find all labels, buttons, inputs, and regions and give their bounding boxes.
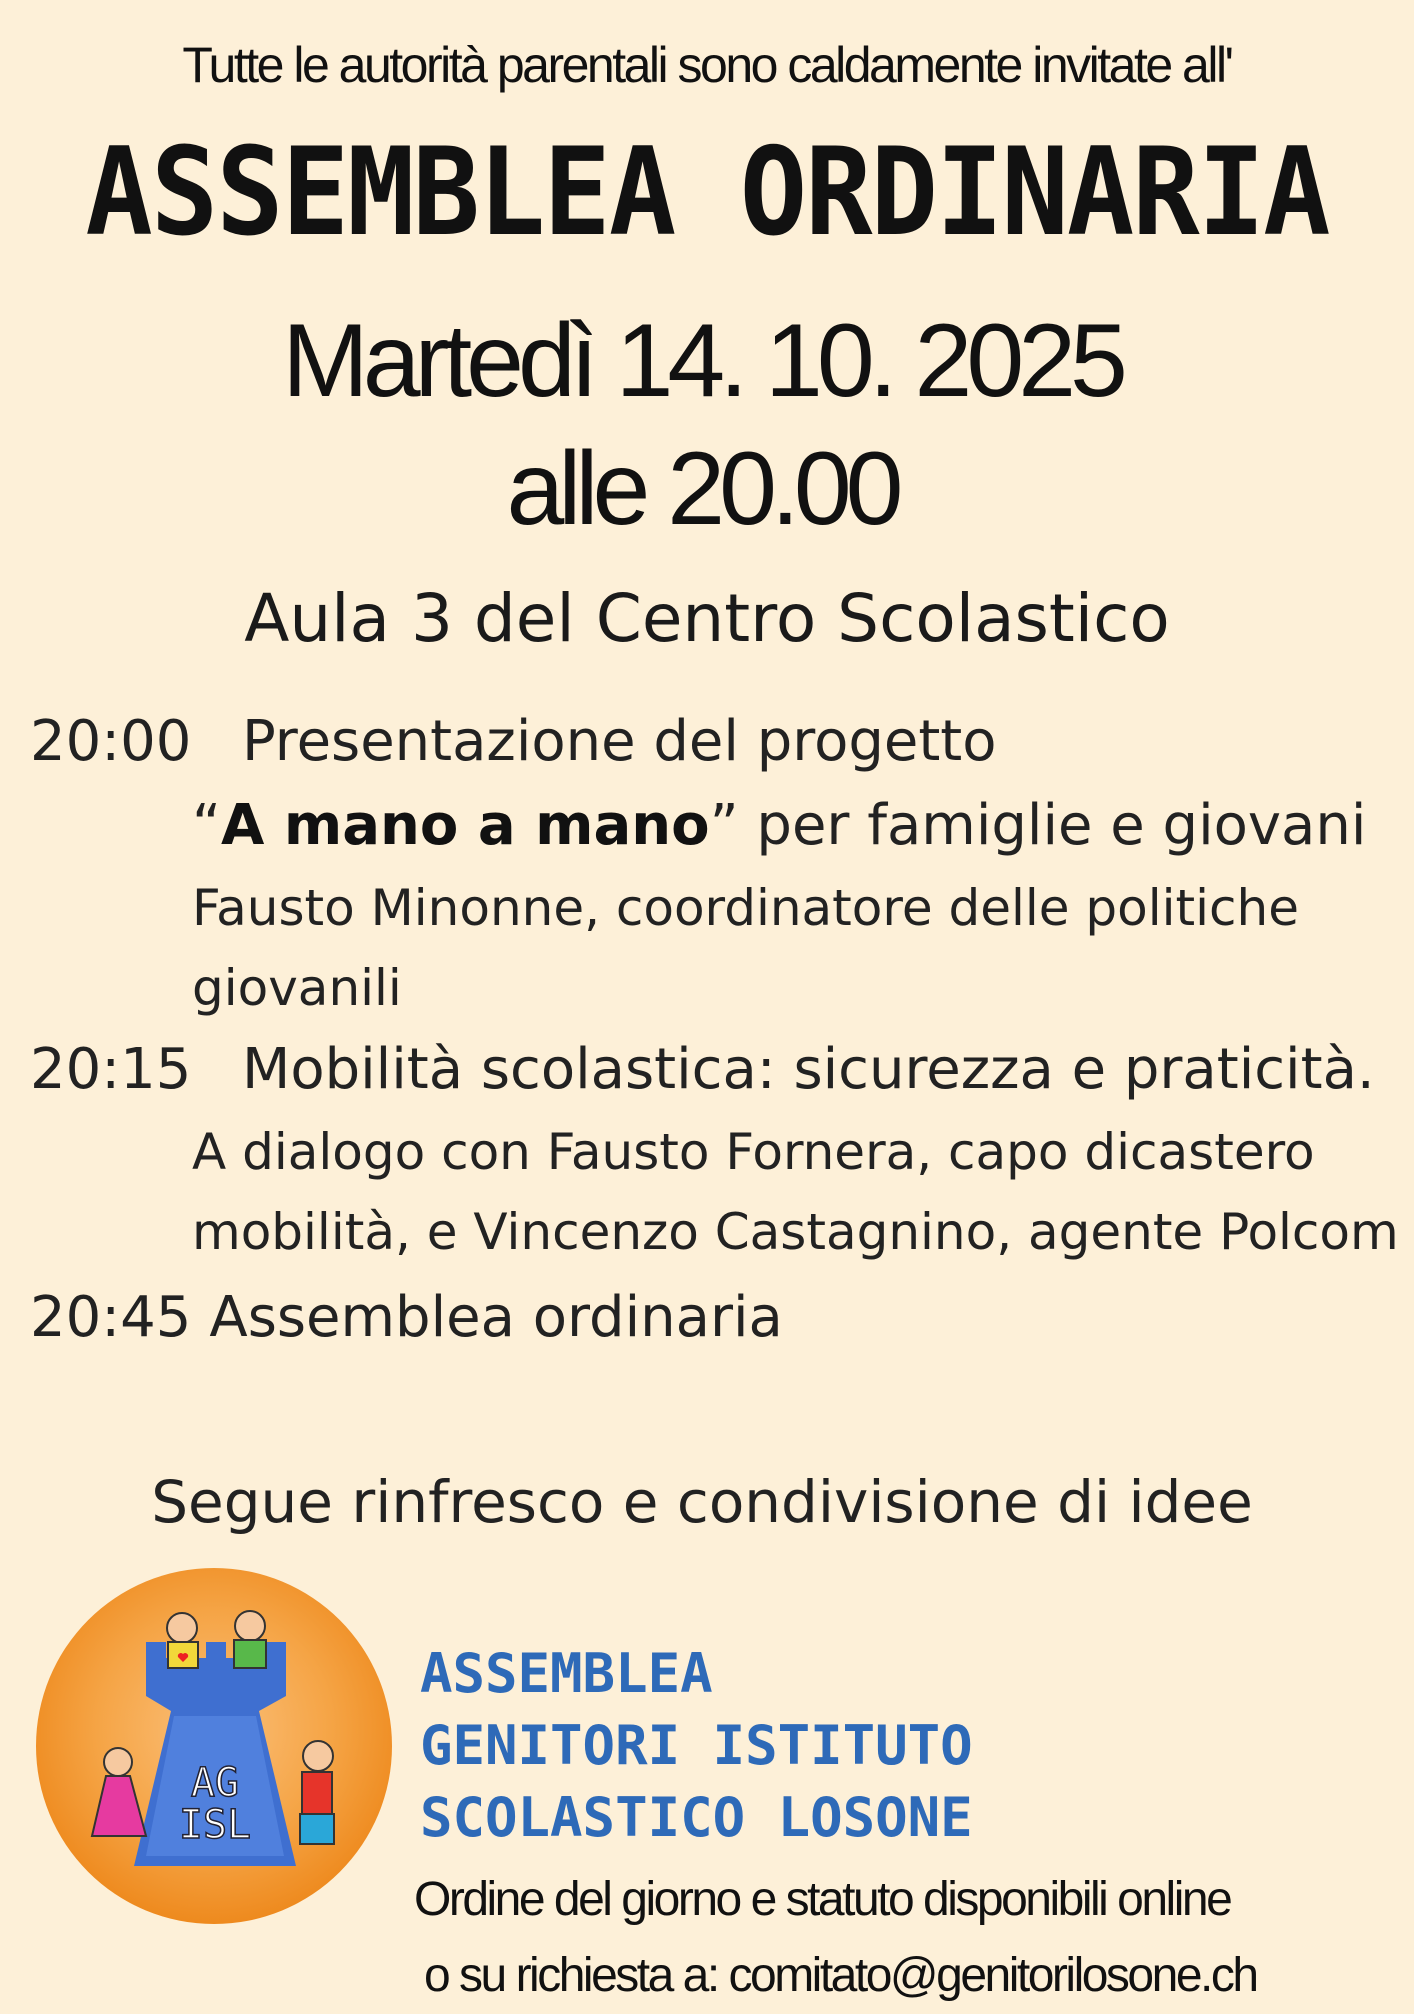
agenda-time: 20:00 — [30, 709, 192, 774]
agenda-item-head — [30, 1028, 1400, 1112]
agenda-time: 20:15 — [30, 1037, 192, 1102]
kid-body — [234, 1640, 266, 1668]
project-line — [30, 784, 1400, 868]
agenda-item-head — [30, 700, 1400, 784]
agenda-title: Assemblea ordinaria — [209, 1285, 783, 1350]
agenda-item-1 — [30, 700, 1400, 1028]
page-title: ASSEMBLEA ORDINARIA — [85, 122, 1329, 264]
footer-line-1: Ordine del giorno e statuto disponibili online — [414, 1873, 1231, 1926]
agenda-time: 20:45 — [30, 1285, 192, 1350]
org-line-1: ASSEMBLEA — [420, 1642, 713, 1705]
kid-head — [167, 1613, 197, 1643]
agenda-speaker: Fausto Minonne, coordinatore delle politiche giovanili — [192, 879, 1299, 1017]
project-desc: ” per famiglie e giovani — [709, 793, 1367, 858]
kid-head — [303, 1741, 333, 1771]
event-time: alle 20.00 — [506, 431, 898, 547]
project-name: A mano a mano — [221, 793, 710, 858]
agenda-speaker: A dialogo con Fausto Fornera, capo dicastero mobilità, e Vincenzo Castagnino, agente Polcom — [192, 1123, 1399, 1261]
quote-open: “ — [192, 793, 222, 858]
event-place: Aula 3 del Centro Scolastico — [244, 580, 1170, 657]
kid-body — [302, 1772, 332, 1814]
agenda — [30, 700, 1400, 1360]
intro-text: Tutte le autorità parentali sono caldamente invitate all' — [182, 37, 1232, 93]
kid-legs — [300, 1814, 334, 1844]
kid-head — [235, 1611, 265, 1641]
agenda-item-head — [30, 1276, 1400, 1360]
follow-text: Segue rinfresco e condivisione di idee — [151, 1468, 1253, 1536]
org-line-2: GENITORI ISTITUTO — [420, 1714, 973, 1777]
logo-text-ag: AG — [190, 1760, 240, 1806]
footer-note — [414, 1862, 1257, 2014]
agisl-logo — [34, 1566, 394, 1926]
agenda-item-3 — [30, 1276, 1400, 1360]
org-line-3: SCOLASTICO LOSONE — [420, 1786, 973, 1849]
footer-line-2: o su richiesta a: comitato@genitorilosone.ch — [424, 1949, 1257, 2002]
agenda-title: Mobilità scolastica: sicurezza e praticità. — [242, 1037, 1375, 1102]
organization-name — [420, 1638, 973, 1854]
kid-head — [104, 1748, 132, 1776]
agenda-title: Presentazione del progetto — [242, 709, 997, 774]
event-date: Martedì 14. 10. 2025 — [282, 303, 1122, 419]
agenda-item-2 — [30, 1028, 1400, 1272]
logo-text-isl: ISL — [178, 1802, 252, 1848]
